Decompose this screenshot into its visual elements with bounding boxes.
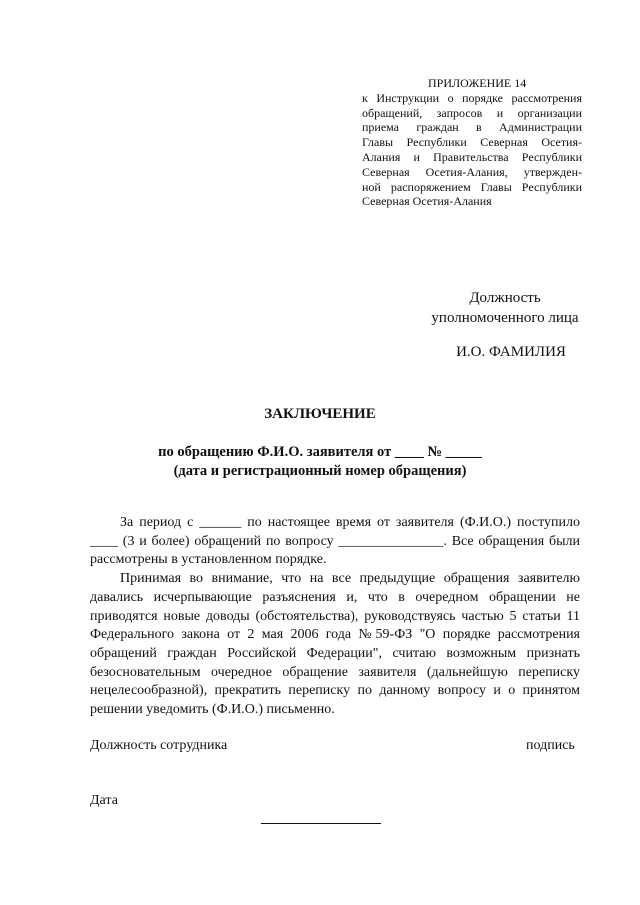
document-title: ЗАКЛЮЧЕНИЕ <box>264 406 376 422</box>
appendix-line: к Инструкции о порядке рассмотрения <box>362 90 582 105</box>
date-label: Дата <box>90 793 118 808</box>
paragraph-1 <box>90 514 580 570</box>
appendix-line: Северная Осетия-Алания, утвержден- <box>362 164 582 179</box>
document-subtitle <box>0 443 640 481</box>
appendix-line: обращений, запросов и организации <box>362 105 582 120</box>
subtitle-line: (дата и регистрационный номер обращения) <box>173 463 467 479</box>
appendix-line: приема граждан в Администрации <box>362 120 582 135</box>
text-line: нецелесообразной), прекратить переписку по данному вопросу и о принятом <box>90 683 580 699</box>
appendix-line: Северная Осетия-Алания <box>362 194 492 209</box>
text-line: За период с ______ по настоящее время от заявителя (Ф.И.О.) поступило <box>120 515 580 530</box>
text-line: давались исчерпывающие разъяснения и, что в очередном обращении не <box>90 589 580 605</box>
text-line: безосновательным очередное обращение заявителя (дальнейшую переписку <box>90 664 580 680</box>
text-line: приводятся новые доводы (обстоятельства), руководствуясь частью 5 статьи 11 <box>90 608 580 624</box>
addressee-name: И.О. ФАМИЛИЯ <box>456 344 566 360</box>
addressee-position: Должность <box>469 290 541 306</box>
employee-position: Должность сотрудника <box>90 738 228 753</box>
appendix-note <box>362 76 582 209</box>
text-line: рассмотрены в установленном порядке. <box>90 552 327 568</box>
appendix-line: ной распоряжением Главы Республики <box>362 179 582 194</box>
text-line: ____ (3 и более) обращений по вопросу _______________. Все обращения были <box>90 533 580 549</box>
appendix-line: Алания и Правительства Республики <box>362 149 582 164</box>
text-line: обращений граждан Российской Федерации", считаю возможным признать <box>90 645 580 661</box>
signature-label: подпись <box>526 738 575 753</box>
text-line: решении уведомить (Ф.И.О.) письменно. <box>90 702 335 718</box>
appendix-line: Главы Республики Северная Осетия- <box>362 135 582 150</box>
appendix-title: ПРИЛОЖЕНИЕ 14 <box>428 76 527 90</box>
body-text <box>90 514 580 720</box>
text-line: Принимая во внимание, что на все предыдущие обращения заявителю <box>120 571 580 587</box>
text-line: Федерального закона от 2 мая 2006 года №59-ФЗ "О порядке рассмотрения <box>90 627 580 643</box>
addressee-position: уполномоченного лица <box>431 310 579 326</box>
subtitle-line: по обращению Ф.И.О. заявителя от ____ № _____ <box>158 444 482 460</box>
date-underline <box>261 823 381 824</box>
paragraph-2 <box>90 570 580 720</box>
addressee-block <box>400 288 610 362</box>
